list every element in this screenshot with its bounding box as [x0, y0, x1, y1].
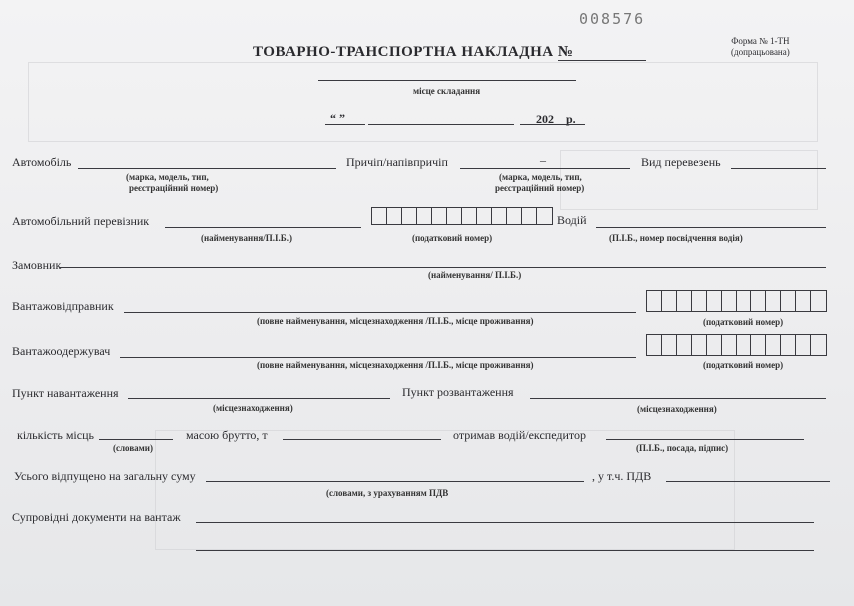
places-count-field[interactable]	[99, 439, 173, 440]
customer-caption: (найменування/ П.І.Б.)	[428, 270, 522, 280]
trailer-caption-1: (марка, модель, тип,	[499, 172, 582, 182]
date-day-quotes: “ ”	[330, 111, 345, 125]
carrier-caption: (найменування/П.І.Б.)	[201, 233, 292, 243]
form-number-line2: (допрацьована)	[731, 47, 790, 57]
reverse-side-table-shadow	[28, 62, 818, 142]
total-vat-field[interactable]	[666, 481, 830, 482]
documents-label: Супровідні документи на вантаж	[12, 510, 181, 524]
trailer-caption-2: реєстраційний номер)	[495, 183, 585, 193]
vehicle-caption-1: (марка, модель, тип,	[126, 172, 209, 182]
form-number-line1: Форма № 1-ТН	[731, 36, 790, 46]
date-month-field[interactable]	[368, 124, 514, 125]
carrier-tax-number-boxes[interactable]	[371, 207, 553, 225]
date-year-field[interactable]	[520, 124, 585, 125]
loading-point-caption: (місцезнаходження)	[213, 403, 293, 413]
shipper-field[interactable]	[124, 312, 636, 313]
shipper-tax-number-boxes[interactable]	[646, 290, 827, 312]
trailer-label: Причіп/напівпричіп	[346, 155, 448, 169]
place-of-issue-field[interactable]	[318, 80, 576, 81]
loading-point-label: Пункт навантаження	[12, 386, 119, 400]
trailer-field[interactable]	[460, 168, 630, 169]
customer-field[interactable]	[60, 267, 826, 268]
total-sum-caption: (словами, з урахуванням ПДВ	[326, 488, 449, 498]
gross-weight-field[interactable]	[283, 439, 441, 440]
received-by-field[interactable]	[606, 439, 804, 440]
consignee-label: Вантажоодержувач	[12, 344, 111, 358]
consignee-caption: (повне найменування, місцезнаходження /П.І.Б., місце проживання)	[257, 360, 534, 370]
date-day-field[interactable]	[325, 124, 365, 125]
total-sum-field[interactable]	[206, 481, 584, 482]
unloading-point-caption: (місцезнаходження)	[637, 404, 717, 414]
driver-caption: (П.І.Б., номер посвідчення водія)	[609, 233, 743, 243]
driver-field[interactable]	[596, 227, 826, 228]
total-vat-label: , у т.ч. ПДВ	[592, 469, 652, 483]
vehicle-caption-2: реєстраційний номер)	[129, 183, 219, 193]
shipper-label: Вантажовідправник	[12, 299, 114, 313]
transport-type-label: Вид перевезень	[641, 155, 721, 169]
documents-field-2[interactable]	[196, 550, 814, 551]
date-year-suffix: р.	[566, 112, 576, 126]
place-of-issue-caption: місце складання	[413, 86, 481, 96]
unloading-point-field[interactable]	[530, 398, 826, 399]
received-by-caption: (П.І.Б., посада, підпис)	[636, 443, 729, 453]
transport-type-field[interactable]	[731, 168, 826, 169]
unloading-point-label: Пункт розвантаження	[402, 385, 514, 399]
carrier-label: Автомобільний перевізник	[12, 214, 150, 228]
document-title: ТОВАРНО-ТРАНСПОРТНА НАКЛАДНА №	[253, 44, 574, 60]
vehicle-label: Автомобіль	[12, 155, 72, 169]
places-count-label: кількість місць	[17, 428, 94, 442]
places-count-caption: (словами)	[113, 443, 153, 453]
waybill-number-field[interactable]	[558, 60, 646, 61]
shipper-caption: (повне найменування, місцезнаходження /П.І.Б., місце проживання)	[257, 316, 534, 326]
customer-label: Замовник	[12, 258, 62, 272]
carrier-tax-caption: (податковий номер)	[412, 233, 493, 243]
consignee-tax-number-boxes[interactable]	[646, 334, 827, 356]
loading-point-field[interactable]	[128, 398, 390, 399]
serial-number: 008576	[579, 10, 646, 28]
driver-label: Водій	[557, 213, 587, 227]
carrier-field[interactable]	[165, 227, 361, 228]
documents-field-1[interactable]	[196, 522, 814, 523]
consignee-tax-caption: (податковий номер)	[703, 360, 784, 370]
total-sum-label: Усього відпущено на загальну суму	[14, 469, 196, 483]
date-year: 202	[536, 112, 554, 126]
trailer-dash: –	[540, 153, 546, 167]
form-number	[731, 36, 790, 58]
gross-weight-label: масою брутто, т	[186, 428, 268, 442]
received-by-label: отримав водій/експедитор	[453, 428, 586, 442]
vehicle-field[interactable]	[78, 168, 336, 169]
shipper-tax-caption: (податковий номер)	[703, 317, 784, 327]
consignee-field[interactable]	[120, 357, 636, 358]
